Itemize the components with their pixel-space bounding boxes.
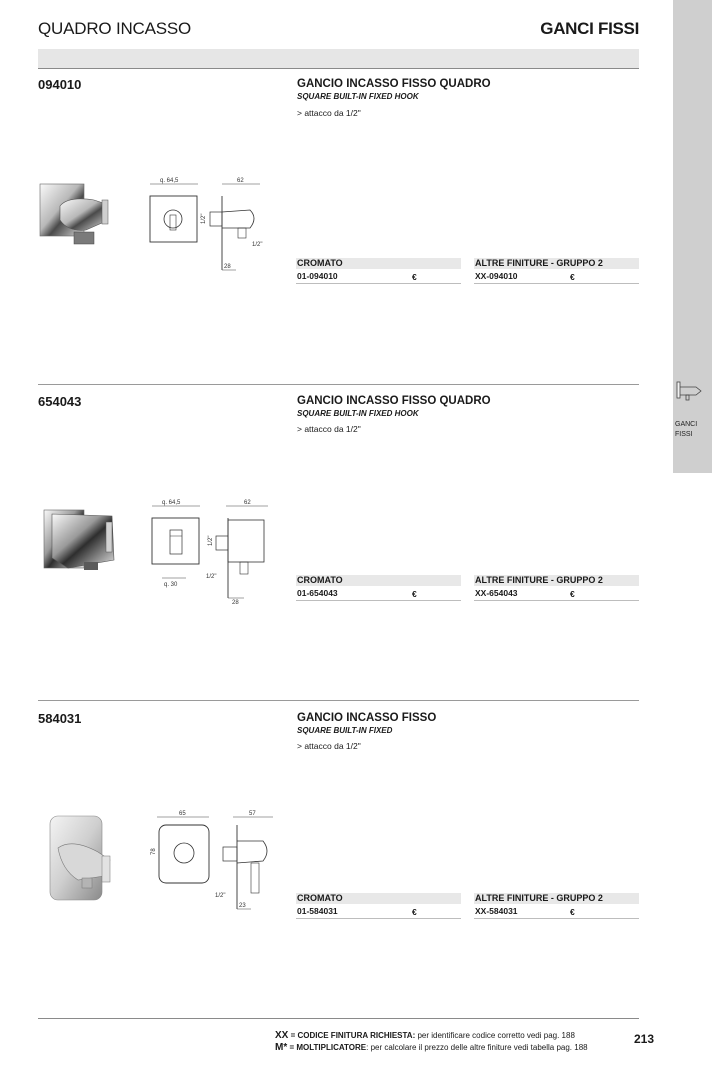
page-title-right: GANCI FISSI xyxy=(540,19,639,38)
price-row xyxy=(474,904,639,919)
price-heading: CROMATO xyxy=(296,893,461,904)
price-block-altre-finiture xyxy=(474,258,639,284)
page-number: 213 xyxy=(634,1032,655,1046)
product-title: GANCIO INCASSO FISSO xyxy=(297,712,437,724)
product-feature: > attacco da 1/2" xyxy=(297,108,361,118)
price-row xyxy=(296,586,461,601)
dim-front-height: 78 xyxy=(151,848,157,855)
product-title: GANCIO INCASSO FISSO QUADRO xyxy=(297,78,491,90)
dim-connection-2: 1/2" xyxy=(252,242,263,248)
dim-depth: 23 xyxy=(239,903,246,909)
currency-symbol: € xyxy=(412,272,417,282)
dim-connection-2: 1/2" xyxy=(206,574,217,580)
dim-front-width: q. 64,5 xyxy=(160,178,179,184)
product-photo xyxy=(38,492,138,592)
footer-label: = MOLTIPLICATORE xyxy=(289,1043,367,1052)
currency-symbol: € xyxy=(570,907,575,917)
price-row xyxy=(296,904,461,919)
dim-connection: 1/2" xyxy=(215,893,226,899)
footer-divider xyxy=(38,1018,639,1019)
finish-code: XX-654043 xyxy=(475,588,518,598)
technical-drawing xyxy=(140,492,275,612)
dim-depth: 28 xyxy=(224,264,231,270)
price-block-altre-finiture xyxy=(474,893,639,919)
technical-drawing xyxy=(140,170,275,290)
dim-front-width: 65 xyxy=(179,811,186,817)
price-heading: CROMATO xyxy=(296,258,461,269)
dim-side-width: 57 xyxy=(249,811,256,817)
price-block-cromato xyxy=(296,893,461,919)
price-heading: ALTRE FINITURE - GRUPPO 2 xyxy=(474,258,639,269)
side-tab-label-line1: GANCI xyxy=(675,421,698,428)
footer-text: : per calcolare il prezzo delle altre finiture vedi tabella pag. 188 xyxy=(366,1043,588,1052)
product-title: GANCIO INCASSO FISSO QUADRO xyxy=(297,395,491,407)
currency-symbol: € xyxy=(412,907,417,917)
price-row xyxy=(474,269,639,284)
section-divider xyxy=(38,700,639,701)
price-block-cromato xyxy=(296,258,461,284)
dim-connection: 1/2" xyxy=(201,213,207,224)
header-band xyxy=(38,49,639,69)
wall-hook-icon xyxy=(676,378,704,402)
finish-code: 01-654043 xyxy=(297,588,338,598)
finish-code: 01-584031 xyxy=(297,906,338,916)
product-subtitle: SQUARE BUILT-IN FIXED xyxy=(297,726,393,735)
price-heading: CROMATO xyxy=(296,575,461,586)
page-title-left: QUADRO INCASSO xyxy=(38,19,192,38)
dim-side-width: 62 xyxy=(244,500,251,506)
side-tab-label xyxy=(675,420,709,440)
product-feature: > attacco da 1/2" xyxy=(297,424,361,434)
footer-key: M* xyxy=(275,1042,288,1053)
footer-key: XX xyxy=(275,1030,289,1041)
section-divider xyxy=(38,384,639,385)
finish-code: XX-584031 xyxy=(475,906,518,916)
currency-symbol: € xyxy=(570,272,575,282)
product-photo xyxy=(38,808,138,908)
product-feature: > attacco da 1/2" xyxy=(297,741,361,751)
product-subtitle: SQUARE BUILT-IN FIXED HOOK xyxy=(297,92,419,101)
footer-note-multiplier xyxy=(275,1042,588,1053)
product-subtitle: SQUARE BUILT-IN FIXED HOOK xyxy=(297,409,419,418)
footer-text: per identificare codice corretto vedi pag. 188 xyxy=(415,1031,575,1040)
finish-code: XX-094010 xyxy=(475,271,518,281)
product-code: 094010 xyxy=(38,77,82,92)
footer-label: = CODICE FINITURA RICHIESTA: xyxy=(290,1031,416,1040)
currency-symbol: € xyxy=(570,589,575,599)
dim-bottom: q. 30 xyxy=(164,582,178,588)
side-section-tab xyxy=(673,0,712,473)
side-tab-label-line2: FISSI xyxy=(675,431,693,438)
price-heading: ALTRE FINITURE - GRUPPO 2 xyxy=(474,893,639,904)
product-photo xyxy=(38,170,138,270)
technical-drawing xyxy=(145,805,280,925)
footer-note-xx xyxy=(275,1030,575,1041)
dim-connection: 1/2" xyxy=(208,535,214,546)
dim-front-width: q. 64,5 xyxy=(162,500,181,506)
price-block-altre-finiture xyxy=(474,575,639,601)
dim-side-width: 62 xyxy=(237,178,244,184)
product-code: 584031 xyxy=(38,711,82,726)
currency-symbol: € xyxy=(412,589,417,599)
price-row xyxy=(296,269,461,284)
product-code: 654043 xyxy=(38,394,82,409)
price-block-cromato xyxy=(296,575,461,601)
price-heading: ALTRE FINITURE - GRUPPO 2 xyxy=(474,575,639,586)
dim-depth: 28 xyxy=(232,600,239,606)
finish-code: 01-094010 xyxy=(297,271,338,281)
price-row xyxy=(474,586,639,601)
